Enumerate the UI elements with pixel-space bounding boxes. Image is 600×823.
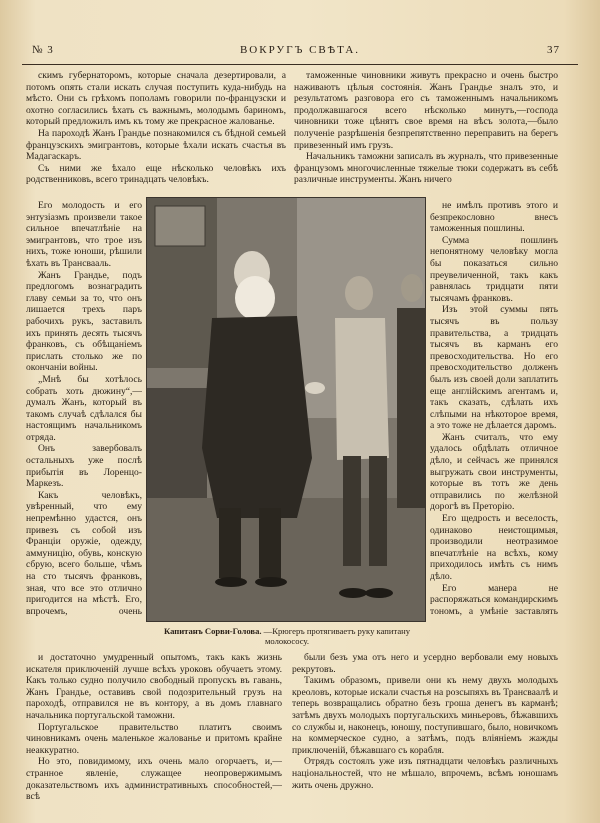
- paragraph: Такимъ образомъ, привели они къ нему двухъ молодыхъ креоловъ, которые искали счастья на розсыпяхъ въ Трансваалѣ и теперь возвращались обратно безъ гроша денегъ въ карманѣ; затѣмъ двухъ молодыхъ португальскихъ миньеровъ, бѣжавшихъ со службы и, наконецъ, юношу, поступившаго, было, новичкомъ на коммерческое судно, а затѣмъ, подъ вліяніемъ жажды приключеній, бѣжавшаго съ корабля.: [292, 675, 558, 756]
- header-rule: [22, 64, 578, 65]
- paragraph: Его молодость и его энтузіазмъ произвели такое сильное впечатлѣніе на эмигрантовъ, что трое изъ нихъ, тоже юноши, рѣшили ѣхать въ Трансвааль.: [26, 200, 142, 269]
- text-column-bottom-right: [292, 652, 558, 812]
- paragraph: Его щедрость и веселость, одинаково неистощимыя, производили неотразимое впечатлѣніе на всѣхъ, кому приходилось имѣть съ нимъ дѣло.: [430, 513, 558, 582]
- paragraph: Начальникъ таможни записалъ въ журналъ, что привезенные французомъ многочисленные тяжелые тюки содержатъ въ себѣ различные инструменты. Жанъ ничего: [294, 151, 558, 186]
- text-column-bottom-left: [26, 652, 282, 812]
- paragraph: Жанъ считалъ, что ему удалось обдѣлать отличное дѣло, и сейчасъ же принялся выгружать свои инструменты, которые въ тотъ же день отправились по желѣзной дорогѣ въ Преторію.: [430, 431, 558, 513]
- paragraph: Португальское правительство платитъ своимъ чиновникамъ очень маленькое жалованье и притомъ крайне неаккуратно.: [26, 721, 282, 756]
- text-column-left-top: [26, 70, 286, 198]
- paragraph: Онъ завербовалъ остальныхъ уже послѣ прибытія въ Лоренцо-Маркезъ.: [26, 443, 142, 490]
- paragraph: скимъ губернаторомъ, которые сначала дезертировали, а потомъ опять стали искать случая поступить куда-нибудь на мѣсто. Они съ грѣхомъ пополамъ говорили по-французски и охотно согласились ѣхать съ важнымъ, молодымъ бариномъ, который предложилъ имъ къ тому же прекрасное жалованье.: [26, 70, 286, 128]
- caption-text: —Крюгеръ протягиваетъ руку капитану молокососу.: [263, 626, 411, 646]
- text-column-right-narrow: [430, 200, 558, 618]
- paragraph: были безъ ума отъ него и усердно вербовали ему новыхъ рекрутовъ.: [292, 652, 558, 675]
- engraving-illustration: [146, 197, 426, 622]
- page-header: [22, 40, 578, 62]
- paragraph: таможенные чиновники живутъ прекрасно и очень быстро наживаютъ цѣлыя состоянія. Жанъ Грандье зналъ это, и результатомъ разговора его съ таможеннымъ начальникомъ продолжавшагося всего нѣсколько минутъ,—господа чиновники тоже цѣнятъ свое время на вѣсъ золота,—было полученіе разрѣшенія безпрепятственно переправить на берегъ привезенный имъ грузъ.: [294, 70, 558, 151]
- paragraph: Но это, повидимому, ихъ очень мало огорчаетъ, и,—странное явленіе, служащее неопровержимымъ доказательствомъ ихъ административныхъ способностей,—всѣ: [26, 756, 282, 803]
- paragraph: „Мнѣ бы хотѣлось собрать хоть дюжину“,—думалъ Жанъ, который въ такомъ случаѣ сдѣлался бы настоящимъ начальникомъ отряда.: [26, 373, 142, 443]
- magazine-title: ВОКРУГЪ СВѢТА.: [239, 44, 361, 56]
- issue-number: № 3: [32, 44, 54, 56]
- paragraph: На пароходѣ Жанъ Грандье познакомился съ бѣдной семьей французскихъ эмигрантовъ, которые ѣхали искать счастья въ Мадагаскаръ.: [26, 127, 286, 163]
- paragraph: Жанъ Грандье, подъ предлогомъ вознаградить главу семьи за то, что онъ лишается трехъ паръ рабочихъ рукъ, заставилъ ихъ принять десять тысячъ франковъ, съ обѣщаніемъ прислать столько же по окончаніи войны.: [26, 269, 142, 374]
- paragraph: Какъ человѣкъ, увѣренный, что ему непремѣнно удастся, онъ привезъ съ собой изъ Франціи оружіе, одежду, аммуницію, обувь, конскую сбрую, всего больше, чѣмъ на сто тысячъ франковъ, зная, что все это отлично пригодится на мѣстѣ. Его, впрочемъ, очень: [26, 489, 142, 617]
- paragraph: и достаточно умудренный опытомъ, такъ какъ жизнь искателя приключеній лучше всѣхъ уроковъ обучаетъ этому. Какъ только судно получило свободный пропускъ въ гавань, Жанъ Грандье, оставивъ свой подозрительный грузъ на пароходѣ, отправился не въ контору, а въ домъ главнаго начальника португальской таможни.: [26, 652, 282, 721]
- paragraph: Съ ними же ѣхало еще нѣсколько человѣкъ ихъ родственниковъ, всего тринадцать человѣкъ.: [26, 162, 286, 186]
- illustration-caption: [146, 626, 428, 648]
- paragraph: Отрядъ состоялъ уже изъ пятнадцати человѣкъ различныхъ національностей, что не мѣшало, впрочемъ, всѣмъ юношамъ жить очень дружно.: [292, 756, 558, 791]
- text-column-right-top: [294, 70, 558, 198]
- text-column-left-narrow: [26, 200, 142, 618]
- illustration-scene: [147, 198, 425, 621]
- page-number: 37: [547, 44, 560, 56]
- paragraph: Изъ этой суммы пять тысячъ въ пользу правительства, а тридцать тысячъ въ карманъ его превосходительства. Но его превосходительство долженъ былъ изъ своей доли заплатить еще англійскимъ агентамъ и, такъ сказать, сдѣлать ихъ слѣпыми на нѣкоторое время, а это тоже не дѣлается даромъ.: [430, 304, 558, 432]
- paragraph: Его манера не распоряжаться командирскимъ тономъ, а умѣніе заставлять: [430, 582, 558, 617]
- paragraph: Сумма пошлинъ непонятному человѣку могла бы показаться сильно преувеличенной, такъ какъ равнялась тридцати пяти тысячамъ франковъ.: [430, 234, 558, 304]
- caption-title: Капитанъ Сорви-Голова.: [163, 626, 262, 636]
- paragraph: не имѣлъ противъ этого и безпрекословно внесъ таможенныя пошлины.: [430, 200, 558, 235]
